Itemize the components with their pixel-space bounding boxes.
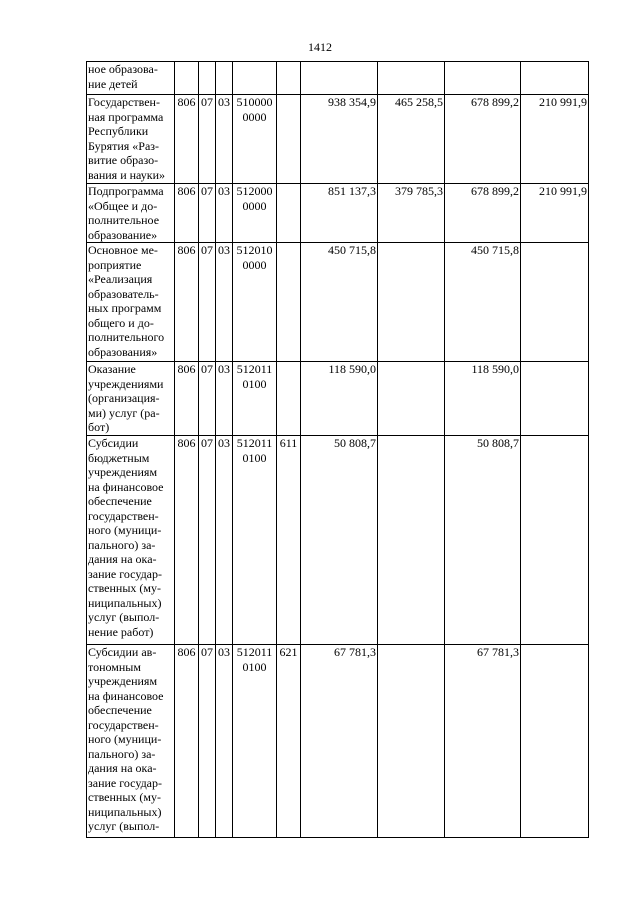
target-article-cell: 512011 0100	[233, 362, 277, 436]
row-name-line: на финансовое	[88, 688, 164, 703]
row-name-line: полнительного	[88, 330, 165, 344]
ministry-code-cell: 806	[175, 645, 199, 838]
target-article-cell: 512010 0000	[233, 243, 277, 362]
amount-cell-1	[378, 62, 445, 95]
expense-type-cell	[277, 243, 301, 362]
total-amount-cell: 50 808,7	[301, 436, 378, 645]
row-name-line: образования»	[88, 344, 158, 359]
amount-cell-1	[378, 436, 445, 645]
row-name-line: услуг (выпол-	[88, 819, 160, 833]
section-code-cell: 07	[199, 243, 216, 362]
section-code-cell: 07	[199, 645, 216, 838]
target-article-cell: 510000 0000	[233, 95, 277, 184]
expense-type-cell: 621	[277, 645, 301, 838]
table-body	[87, 62, 589, 838]
row-name-cell	[87, 243, 175, 362]
row-name-line: государствен-	[88, 717, 159, 732]
total-amount-cell: 851 137,3	[301, 184, 378, 243]
row-name-line: пального) за-	[88, 746, 156, 761]
row-name-line: учреждениями	[88, 376, 164, 391]
row-name-line: пального) за-	[88, 537, 156, 552]
amount-cell-3: 210 991,9	[521, 95, 589, 184]
row-name-line: услуг (выпол-	[88, 610, 160, 624]
row-name-line: вания и науки»	[88, 167, 166, 182]
table-row	[87, 184, 589, 243]
expense-type-cell: 611	[277, 436, 301, 645]
page-number: 1412	[308, 40, 332, 54]
row-name-line: дания на ока-	[88, 761, 157, 775]
row-name-line: государствен-	[88, 508, 159, 523]
row-name-line: ного (муници-	[88, 523, 162, 537]
row-name-line: ственных (му-	[88, 581, 161, 595]
section-code-cell: 07	[199, 184, 216, 243]
row-name-cell	[87, 362, 175, 436]
row-name-line: «Общее и до-	[88, 198, 158, 213]
row-name-line: тономным	[88, 659, 141, 674]
row-name-line: дания на ока-	[88, 552, 157, 566]
amount-cell-2: 678 899,2	[445, 95, 521, 184]
total-amount-cell: 450 715,8	[301, 243, 378, 362]
total-amount-cell: 938 354,9	[301, 95, 378, 184]
amount-cell-2: 118 590,0	[445, 362, 521, 436]
section-code-cell: 07	[199, 362, 216, 436]
subsection-code-cell: 03	[216, 645, 233, 838]
table-row	[87, 95, 589, 184]
row-name-line: ниципальных)	[88, 595, 162, 610]
expense-type-cell	[277, 362, 301, 436]
table-row	[87, 243, 589, 362]
row-name-line: образователь-	[88, 286, 159, 301]
row-name-line: ных программ	[88, 301, 162, 315]
row-name-line: ниципальных)	[88, 804, 162, 819]
amount-cell-3	[521, 645, 589, 838]
row-name-line: Республики	[88, 124, 149, 138]
amount-cell-1	[378, 645, 445, 838]
subsection-code-cell: 03	[216, 243, 233, 362]
row-name-line: Государствен-	[88, 95, 160, 109]
row-name-line: бот)	[88, 420, 110, 434]
row-name-line: ное образова-	[88, 62, 158, 76]
row-name-cell	[87, 645, 175, 838]
row-name-line: на финансовое	[88, 479, 164, 494]
row-name-line: зание государ-	[88, 566, 162, 581]
row-name-line: образование»	[88, 227, 158, 242]
table-row	[87, 62, 589, 95]
subsection-code-cell	[216, 62, 233, 95]
row-name-line: Подпрограмма	[88, 184, 164, 198]
row-name-line: ного (муници-	[88, 732, 162, 746]
ministry-code-cell: 806	[175, 184, 199, 243]
amount-cell-3	[521, 62, 589, 95]
row-name-line: полнительное	[88, 213, 160, 227]
total-amount-cell: 67 781,3	[301, 645, 378, 838]
expense-type-cell	[277, 62, 301, 95]
table-row	[87, 645, 589, 838]
amount-cell-1	[378, 362, 445, 436]
row-name-line: общего и до-	[88, 315, 154, 330]
ministry-code-cell: 806	[175, 362, 199, 436]
row-name-cell	[87, 184, 175, 243]
subsection-code-cell: 03	[216, 95, 233, 184]
amount-cell-3	[521, 243, 589, 362]
row-name-line: обеспечение	[88, 494, 152, 508]
budget-table	[86, 61, 589, 838]
row-name-line: Оказание	[88, 362, 136, 376]
section-code-cell	[199, 62, 216, 95]
row-name-line: бюджетным	[88, 450, 150, 465]
subsection-code-cell: 03	[216, 362, 233, 436]
amount-cell-2: 450 715,8	[445, 243, 521, 362]
row-name-line: Основное ме-	[88, 243, 158, 257]
ministry-code-cell	[175, 62, 199, 95]
amount-cell-2: 50 808,7	[445, 436, 521, 645]
ministry-code-cell: 806	[175, 436, 199, 645]
amount-cell-1: 379 785,3	[378, 184, 445, 243]
amount-cell-2: 67 781,3	[445, 645, 521, 838]
row-name-line: обеспечение	[88, 703, 152, 717]
total-amount-cell	[301, 62, 378, 95]
expense-type-cell	[277, 95, 301, 184]
amount-cell-2: 678 899,2	[445, 184, 521, 243]
row-name-line: ная программа	[88, 109, 164, 124]
expense-type-cell	[277, 184, 301, 243]
row-name-line: «Реализация	[88, 272, 153, 286]
subsection-code-cell: 03	[216, 436, 233, 645]
target-article-cell: 512011 0100	[233, 645, 277, 838]
ministry-code-cell: 806	[175, 243, 199, 362]
table-row	[87, 362, 589, 436]
subsection-code-cell: 03	[216, 184, 233, 243]
row-name-line: учреждениям	[88, 465, 158, 479]
row-name-line: ственных (му-	[88, 790, 161, 804]
row-name-line: Субсидии ав-	[88, 645, 157, 659]
row-name-cell	[87, 436, 175, 645]
amount-cell-1	[378, 243, 445, 362]
amount-cell-1: 465 258,5	[378, 95, 445, 184]
row-name-line: ние детей	[88, 76, 138, 91]
row-name-line: роприятие	[88, 257, 142, 272]
row-name-line: ми) услуг (ра-	[88, 405, 160, 420]
target-article-cell: 512011 0100	[233, 436, 277, 645]
total-amount-cell: 118 590,0	[301, 362, 378, 436]
row-name-line: витие образо-	[88, 153, 159, 167]
amount-cell-3	[521, 362, 589, 436]
amount-cell-3: 210 991,9	[521, 184, 589, 243]
row-name-cell	[87, 95, 175, 184]
row-name-line: нение работ)	[88, 624, 154, 639]
row-name-line: (организация-	[88, 391, 160, 405]
row-name-line: зание государ-	[88, 775, 162, 790]
ministry-code-cell: 806	[175, 95, 199, 184]
row-name-line: Бурятия «Раз-	[88, 138, 160, 153]
amount-cell-2	[445, 62, 521, 95]
section-code-cell: 07	[199, 95, 216, 184]
table-row	[87, 436, 589, 645]
target-article-cell: 512000 0000	[233, 184, 277, 243]
section-code-cell: 07	[199, 436, 216, 645]
target-article-cell	[233, 62, 277, 95]
row-name-line: Субсидии	[88, 436, 139, 450]
row-name-cell	[87, 62, 175, 95]
amount-cell-3	[521, 436, 589, 645]
row-name-line: учреждениям	[88, 674, 158, 688]
